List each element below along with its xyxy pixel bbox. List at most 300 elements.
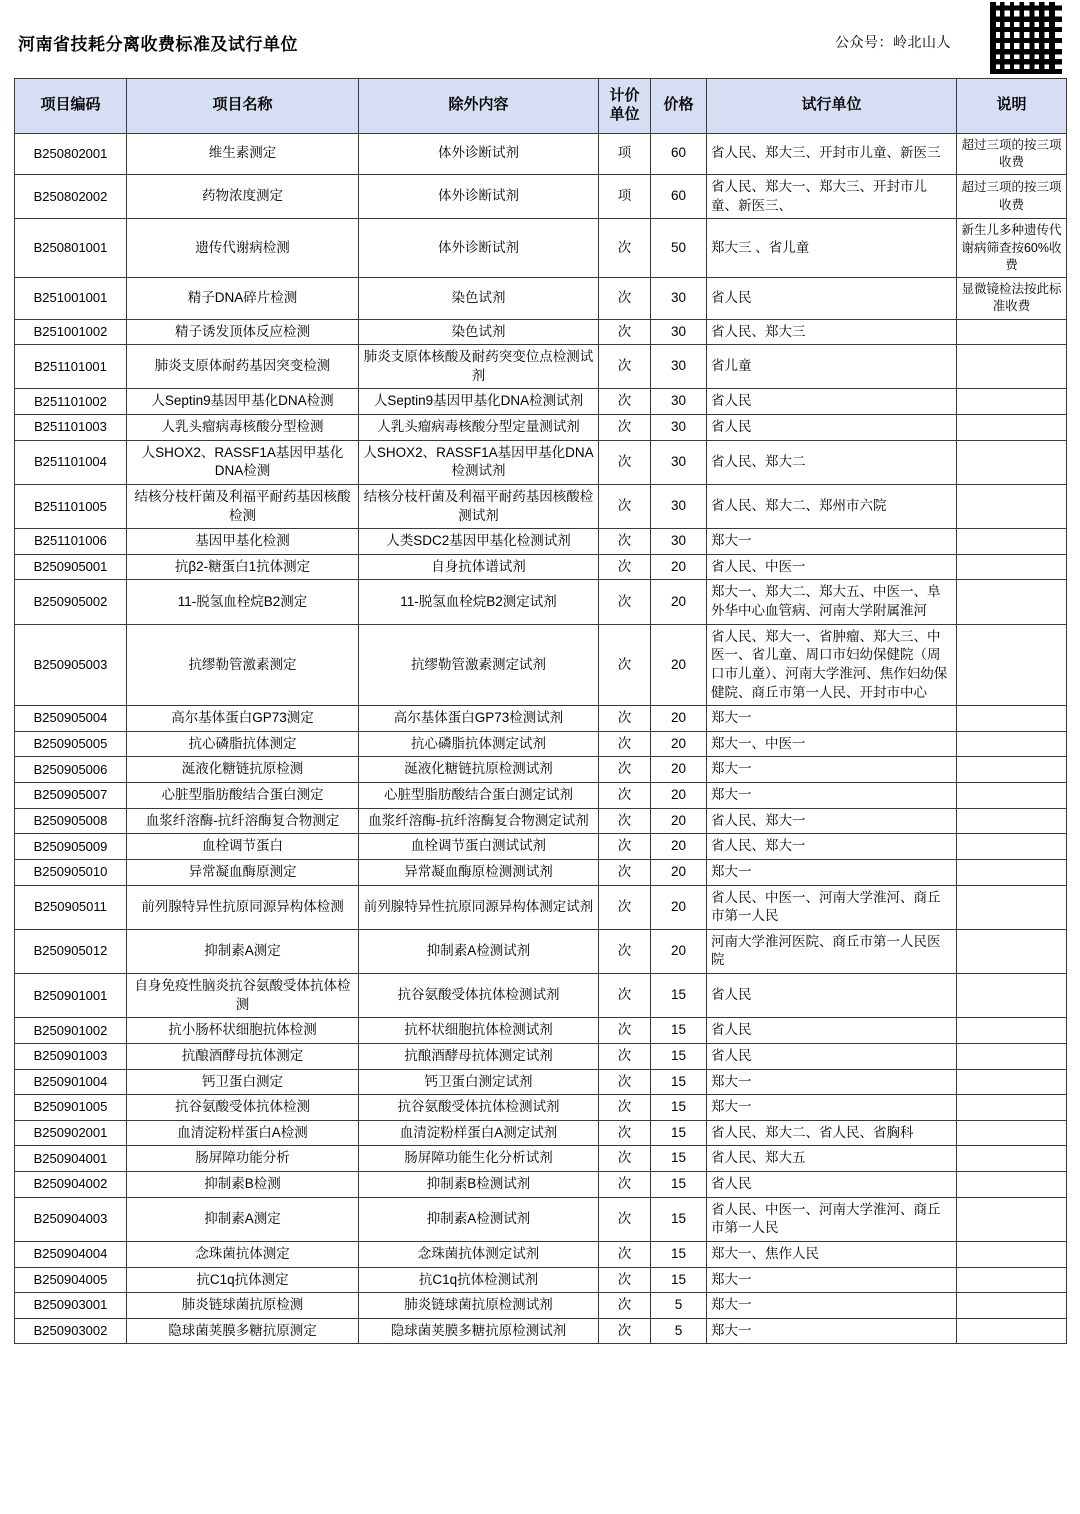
cell-price: 15 (651, 1018, 707, 1044)
cell-unit: 次 (599, 1018, 651, 1044)
cell-code: B250904005 (15, 1267, 127, 1293)
cell-institutions: 省人民、郑大一 (707, 808, 957, 834)
cell-unit: 次 (599, 706, 651, 732)
cell-institutions: 省人民 (707, 278, 957, 320)
cell-code: B251101005 (15, 484, 127, 528)
cell-code: B250901004 (15, 1069, 127, 1095)
cell-excluded: 体外诊断试剂 (359, 219, 599, 278)
cell-unit: 次 (599, 1069, 651, 1095)
cell-unit: 次 (599, 529, 651, 555)
cell-excluded: 抗缪勒管激素测定试剂 (359, 624, 599, 706)
cell-code: B250901001 (15, 974, 127, 1018)
cell-excluded: 人类SDC2基因甲基化检测试剂 (359, 529, 599, 555)
cell-institutions: 省儿童 (707, 345, 957, 389)
cell-note (957, 484, 1067, 528)
cell-name: 肺炎支原体耐药基因突变检测 (127, 345, 359, 389)
cell-name: 血浆纤溶酶-抗纤溶酶复合物测定 (127, 808, 359, 834)
cell-unit: 次 (599, 389, 651, 415)
cell-excluded: 异常凝血酶原检测测试剂 (359, 859, 599, 885)
cell-unit: 次 (599, 278, 651, 320)
cell-excluded: 血浆纤溶酶-抗纤溶酶复合物测定试剂 (359, 808, 599, 834)
cell-code: B250905006 (15, 757, 127, 783)
cell-name: 基因甲基化检测 (127, 529, 359, 555)
cell-note (957, 554, 1067, 580)
table-row (15, 415, 1067, 441)
cell-code: B250905002 (15, 580, 127, 624)
cell-code: B250905011 (15, 885, 127, 929)
cell-excluded: 人乳头瘤病毒核酸分型定量测试剂 (359, 415, 599, 441)
cell-unit: 次 (599, 1197, 651, 1241)
cell-name: 抑制素A测定 (127, 1197, 359, 1241)
table-row (15, 1018, 1067, 1044)
cell-institutions: 省人民 (707, 415, 957, 441)
document-header (14, 0, 1066, 78)
cell-excluded: 体外诊断试剂 (359, 175, 599, 219)
cell-name: 抗C1q抗体测定 (127, 1267, 359, 1293)
cell-name: 维生素测定 (127, 133, 359, 175)
cell-institutions: 省人民、郑大五 (707, 1146, 957, 1172)
cell-note: 显微镜检法按此标准收费 (957, 278, 1067, 320)
cell-excluded: 抗谷氨酸受体抗体检测试剂 (359, 1095, 599, 1121)
table-row (15, 345, 1067, 389)
cell-note (957, 415, 1067, 441)
cell-code: B251101006 (15, 529, 127, 555)
table-row (15, 1241, 1067, 1267)
cell-note (957, 834, 1067, 860)
cell-excluded: 心脏型脂肪酸结合蛋白测定试剂 (359, 783, 599, 809)
cell-unit: 项 (599, 133, 651, 175)
cell-note (957, 1241, 1067, 1267)
cell-note (957, 580, 1067, 624)
cell-name: 11-脱氢血栓烷B2测定 (127, 580, 359, 624)
cell-price: 20 (651, 808, 707, 834)
cell-name: 异常凝血酶原测定 (127, 859, 359, 885)
cell-unit: 次 (599, 440, 651, 484)
cell-name: 抗小肠杯状细胞抗体检测 (127, 1018, 359, 1044)
cell-note (957, 1267, 1067, 1293)
cell-unit: 次 (599, 731, 651, 757)
cell-note (957, 974, 1067, 1018)
cell-institutions: 郑大一 (707, 859, 957, 885)
cell-excluded: 抗杯状细胞抗体检测试剂 (359, 1018, 599, 1044)
cell-note (957, 706, 1067, 732)
cell-unit: 次 (599, 219, 651, 278)
cell-price: 20 (651, 580, 707, 624)
cell-excluded: 前列腺特异性抗原同源异构体测定试剂 (359, 885, 599, 929)
cell-price: 30 (651, 415, 707, 441)
cell-unit: 次 (599, 859, 651, 885)
cell-price: 50 (651, 219, 707, 278)
cell-institutions: 省人民 (707, 1172, 957, 1198)
cell-note (957, 731, 1067, 757)
cell-unit: 次 (599, 929, 651, 973)
cell-note: 超过三项的按三项收费 (957, 175, 1067, 219)
table-row (15, 1293, 1067, 1319)
cell-institutions: 郑大一 (707, 1267, 957, 1293)
cell-price: 20 (651, 885, 707, 929)
cell-unit: 次 (599, 1318, 651, 1344)
cell-institutions: 省人民 (707, 974, 957, 1018)
table-row (15, 808, 1067, 834)
cell-code: B250905010 (15, 859, 127, 885)
cell-price: 15 (651, 1069, 707, 1095)
cell-price: 5 (651, 1293, 707, 1319)
cell-name: 隐球菌荚膜多糖抗原测定 (127, 1318, 359, 1344)
cell-note (957, 1095, 1067, 1121)
cell-code: B251001001 (15, 278, 127, 320)
cell-price: 20 (651, 929, 707, 973)
table-row (15, 834, 1067, 860)
cell-unit: 次 (599, 783, 651, 809)
cell-excluded: 肺炎支原体核酸及耐药突变位点检测试剂 (359, 345, 599, 389)
cell-name: 抑制素B检测 (127, 1172, 359, 1198)
table-row (15, 133, 1067, 175)
cell-code: B250904003 (15, 1197, 127, 1241)
cell-excluded: 肠屏障功能生化分析试剂 (359, 1146, 599, 1172)
cell-note (957, 1293, 1067, 1319)
cell-institutions: 省人民、中医一、河南大学淮河、商丘市第一人民 (707, 1197, 957, 1241)
cell-unit: 次 (599, 1267, 651, 1293)
cell-note (957, 808, 1067, 834)
cell-name: 药物浓度测定 (127, 175, 359, 219)
cell-name: 念珠菌抗体测定 (127, 1241, 359, 1267)
cell-price: 20 (651, 834, 707, 860)
cell-excluded: 人SHOX2、RASSF1A基因甲基化DNA检测试剂 (359, 440, 599, 484)
cell-excluded: 钙卫蛋白测定试剂 (359, 1069, 599, 1095)
cell-name: 精子诱发顶体反应检测 (127, 319, 359, 345)
cell-note (957, 440, 1067, 484)
cell-code: B250905003 (15, 624, 127, 706)
cell-price: 60 (651, 175, 707, 219)
cell-unit: 次 (599, 415, 651, 441)
table-row (15, 319, 1067, 345)
cell-institutions: 省人民、中医一、河南大学淮河、商丘市第一人民 (707, 885, 957, 929)
table-row (15, 757, 1067, 783)
cell-name: 精子DNA碎片检测 (127, 278, 359, 320)
cell-unit: 次 (599, 757, 651, 783)
column-header-price: 价格 (651, 79, 707, 134)
cell-excluded: 隐球菌荚膜多糖抗原检测试剂 (359, 1318, 599, 1344)
cell-institutions: 郑大一、中医一 (707, 731, 957, 757)
cell-unit: 项 (599, 175, 651, 219)
cell-excluded: 结核分枝杆菌及利福平耐药基因核酸检测试剂 (359, 484, 599, 528)
cell-code: B250903002 (15, 1318, 127, 1344)
cell-excluded: 抑制素B检测试剂 (359, 1172, 599, 1198)
cell-excluded: 涎液化糖链抗原检测试剂 (359, 757, 599, 783)
cell-note (957, 1120, 1067, 1146)
table-row (15, 929, 1067, 973)
cell-code: B250905009 (15, 834, 127, 860)
cell-name: 钙卫蛋白测定 (127, 1069, 359, 1095)
cell-institutions: 郑大一 (707, 529, 957, 555)
table-row (15, 219, 1067, 278)
cell-excluded: 抗酿酒酵母抗体测定试剂 (359, 1043, 599, 1069)
cell-excluded: 念珠菌抗体测定试剂 (359, 1241, 599, 1267)
table-row (15, 974, 1067, 1018)
cell-code: B250905004 (15, 706, 127, 732)
cell-name: 遗传代谢病检测 (127, 219, 359, 278)
cell-note (957, 1043, 1067, 1069)
cell-code: B250905005 (15, 731, 127, 757)
cell-price: 15 (651, 1197, 707, 1241)
cell-code: B251001002 (15, 319, 127, 345)
cell-unit: 次 (599, 834, 651, 860)
cell-code: B251101004 (15, 440, 127, 484)
cell-price: 15 (651, 1172, 707, 1198)
cell-name: 人乳头瘤病毒核酸分型检测 (127, 415, 359, 441)
cell-price: 20 (651, 757, 707, 783)
cell-unit: 次 (599, 484, 651, 528)
cell-note (957, 1069, 1067, 1095)
cell-name: 结核分枝杆菌及利福平耐药基因核酸检测 (127, 484, 359, 528)
cell-name: 肠屏障功能分析 (127, 1146, 359, 1172)
table-row (15, 1120, 1067, 1146)
cell-price: 30 (651, 484, 707, 528)
cell-price: 15 (651, 1043, 707, 1069)
column-header-code: 项目编码 (15, 79, 127, 134)
cell-institutions: 郑大一 (707, 783, 957, 809)
cell-price: 15 (651, 1267, 707, 1293)
cell-note (957, 859, 1067, 885)
cell-institutions: 郑大一 (707, 1069, 957, 1095)
cell-code: B250904004 (15, 1241, 127, 1267)
cell-price: 20 (651, 859, 707, 885)
cell-name: 抑制素A测定 (127, 929, 359, 973)
cell-excluded: 体外诊断试剂 (359, 133, 599, 175)
cell-institutions: 省人民 (707, 1018, 957, 1044)
cell-institutions: 省人民、郑大三、开封市儿童、新医三 (707, 133, 957, 175)
table-row (15, 783, 1067, 809)
cell-unit: 次 (599, 580, 651, 624)
cell-unit: 次 (599, 1043, 651, 1069)
table-row (15, 1146, 1067, 1172)
cell-note (957, 529, 1067, 555)
cell-unit: 次 (599, 1172, 651, 1198)
table-row (15, 1172, 1067, 1198)
cell-code: B250905007 (15, 783, 127, 809)
cell-code: B250905001 (15, 554, 127, 580)
table-row (15, 1197, 1067, 1241)
cell-name: 血清淀粉样蛋白A检测 (127, 1120, 359, 1146)
cell-code: B250903001 (15, 1293, 127, 1319)
cell-excluded: 抗心磷脂抗体测定试剂 (359, 731, 599, 757)
cell-code: B250905012 (15, 929, 127, 973)
cell-note: 超过三项的按三项收费 (957, 133, 1067, 175)
cell-note (957, 929, 1067, 973)
cell-unit: 次 (599, 1146, 651, 1172)
cell-price: 15 (651, 974, 707, 1018)
cell-unit: 次 (599, 319, 651, 345)
cell-price: 30 (651, 345, 707, 389)
cell-institutions: 省人民、郑大二、郑州市六院 (707, 484, 957, 528)
cell-note (957, 783, 1067, 809)
cell-unit: 次 (599, 974, 651, 1018)
cell-price: 5 (651, 1318, 707, 1344)
cell-note (957, 885, 1067, 929)
cell-institutions: 省人民 (707, 1043, 957, 1069)
wechat-account-label: 公众号：岭北山人 (835, 34, 951, 50)
cell-note (957, 1018, 1067, 1044)
cell-institutions: 郑大一、郑大二、郑大五、中医一、阜外华中心血管病、河南大学附属淮河 (707, 580, 957, 624)
cell-name: 抗酿酒酵母抗体测定 (127, 1043, 359, 1069)
table-row (15, 484, 1067, 528)
cell-code: B250801001 (15, 219, 127, 278)
table-row (15, 1095, 1067, 1121)
cell-institutions: 省人民、郑大一 (707, 834, 957, 860)
cell-code: B250902001 (15, 1120, 127, 1146)
table-row (15, 1069, 1067, 1095)
cell-note (957, 757, 1067, 783)
cell-price: 20 (651, 731, 707, 757)
cell-price: 30 (651, 440, 707, 484)
cell-price: 15 (651, 1120, 707, 1146)
cell-excluded: 肺炎链球菌抗原检测试剂 (359, 1293, 599, 1319)
cell-unit: 次 (599, 554, 651, 580)
cell-code: B251101002 (15, 389, 127, 415)
column-header-name: 项目名称 (127, 79, 359, 134)
cell-note (957, 1318, 1067, 1344)
cell-code: B250904001 (15, 1146, 127, 1172)
cell-institutions: 省人民、郑大一、省肿瘤、郑大三、中医一、省儿童、周口市妇幼保健院（周口市儿童）、河南大学淮河、焦作妇幼保健院、商丘市第一人民、开封市中心 (707, 624, 957, 706)
cell-code: B250905008 (15, 808, 127, 834)
cell-unit: 次 (599, 1293, 651, 1319)
cell-price: 20 (651, 624, 707, 706)
table-row (15, 1043, 1067, 1069)
cell-excluded: 染色试剂 (359, 278, 599, 320)
cell-institutions: 郑大一 (707, 757, 957, 783)
cell-institutions: 省人民、郑大一、郑大三、开封市儿童、新医三、 (707, 175, 957, 219)
cell-note (957, 1172, 1067, 1198)
cell-excluded: 抑制素A检测试剂 (359, 929, 599, 973)
cell-code: B251101001 (15, 345, 127, 389)
cell-name: 自身免疫性脑炎抗谷氨酸受体抗体检测 (127, 974, 359, 1018)
table-header-row (15, 79, 1067, 134)
table-row (15, 529, 1067, 555)
cell-code: B250901002 (15, 1018, 127, 1044)
cell-institutions: 郑大一 (707, 706, 957, 732)
cell-note (957, 1146, 1067, 1172)
cell-price: 30 (651, 319, 707, 345)
cell-code: B250901003 (15, 1043, 127, 1069)
cell-institutions: 郑大一 (707, 1095, 957, 1121)
table-row (15, 731, 1067, 757)
cell-price: 20 (651, 706, 707, 732)
cell-price: 15 (651, 1095, 707, 1121)
table-row (15, 859, 1067, 885)
cell-note (957, 1197, 1067, 1241)
cell-institutions: 省人民、郑大三 (707, 319, 957, 345)
cell-price: 20 (651, 554, 707, 580)
cell-price: 30 (651, 278, 707, 320)
cell-institutions: 省人民 (707, 389, 957, 415)
cell-note (957, 624, 1067, 706)
table-row (15, 554, 1067, 580)
cell-institutions: 省人民、郑大二 (707, 440, 957, 484)
cell-code: B250901005 (15, 1095, 127, 1121)
table-row (15, 1318, 1067, 1344)
table-row (15, 885, 1067, 929)
cell-price: 15 (651, 1146, 707, 1172)
cell-unit: 次 (599, 624, 651, 706)
cell-institutions: 郑大一 (707, 1318, 957, 1344)
cell-name: 高尔基体蛋白GP73测定 (127, 706, 359, 732)
cell-institutions: 郑大三 、省儿童 (707, 219, 957, 278)
cell-code: B251101003 (15, 415, 127, 441)
cell-note: 新生儿多种遗传代谢病筛查按60%收费 (957, 219, 1067, 278)
table-body (15, 133, 1067, 1344)
cell-name: 涎液化糖链抗原检测 (127, 757, 359, 783)
cell-excluded: 抗C1q抗体检测试剂 (359, 1267, 599, 1293)
cell-unit: 次 (599, 1095, 651, 1121)
cell-unit: 次 (599, 1241, 651, 1267)
table-row (15, 440, 1067, 484)
cell-name: 心脏型脂肪酸结合蛋白测定 (127, 783, 359, 809)
table-row (15, 580, 1067, 624)
qr-code-icon (990, 2, 1062, 74)
cell-code: B250904002 (15, 1172, 127, 1198)
cell-institutions: 省人民、郑大二、省人民、省胸科 (707, 1120, 957, 1146)
column-header-excluded: 除外内容 (359, 79, 599, 134)
cell-unit: 次 (599, 808, 651, 834)
cell-excluded: 染色试剂 (359, 319, 599, 345)
column-header-note: 说明 (957, 79, 1067, 134)
cell-excluded: 抑制素A检测试剂 (359, 1197, 599, 1241)
cell-name: 抗β2-糖蛋白1抗体测定 (127, 554, 359, 580)
cell-unit: 次 (599, 1120, 651, 1146)
cell-institutions: 省人民、中医一 (707, 554, 957, 580)
table-row (15, 706, 1067, 732)
cell-code: B250802001 (15, 133, 127, 175)
cell-institutions: 河南大学淮河医院、商丘市第一人民医院 (707, 929, 957, 973)
column-header-institutions: 试行单位 (707, 79, 957, 134)
column-header-unit: 计价单位 (599, 79, 651, 134)
cell-price: 60 (651, 133, 707, 175)
cell-price: 20 (651, 783, 707, 809)
table-row (15, 389, 1067, 415)
cell-name: 肺炎链球菌抗原检测 (127, 1293, 359, 1319)
cell-note (957, 319, 1067, 345)
cell-excluded: 抗谷氨酸受体抗体检测试剂 (359, 974, 599, 1018)
cell-unit: 次 (599, 345, 651, 389)
cell-name: 人SHOX2、RASSF1A基因甲基化DNA检测 (127, 440, 359, 484)
cell-excluded: 自身抗体谱试剂 (359, 554, 599, 580)
cell-excluded: 高尔基体蛋白GP73检测试剂 (359, 706, 599, 732)
cell-code: B250802002 (15, 175, 127, 219)
cell-price: 30 (651, 389, 707, 415)
table-row (15, 624, 1067, 706)
cell-institutions: 郑大一、焦作人民 (707, 1241, 957, 1267)
cell-name: 抗心磷脂抗体测定 (127, 731, 359, 757)
cell-price: 30 (651, 529, 707, 555)
cell-name: 抗谷氨酸受体抗体检测 (127, 1095, 359, 1121)
price-standard-table (14, 78, 1067, 1344)
cell-name: 抗缪勒管激素测定 (127, 624, 359, 706)
cell-note (957, 345, 1067, 389)
cell-note (957, 389, 1067, 415)
page-title: 河南省技耗分离收费标准及试行单位 (18, 35, 298, 54)
cell-name: 血栓调节蛋白 (127, 834, 359, 860)
cell-excluded: 血清淀粉样蛋白A测定试剂 (359, 1120, 599, 1146)
cell-price: 15 (651, 1241, 707, 1267)
table-row (15, 1267, 1067, 1293)
table-row (15, 278, 1067, 320)
cell-excluded: 人Septin9基因甲基化DNA检测试剂 (359, 389, 599, 415)
cell-excluded: 血栓调节蛋白测试试剂 (359, 834, 599, 860)
cell-name: 人Septin9基因甲基化DNA检测 (127, 389, 359, 415)
cell-institutions: 郑大一 (707, 1293, 957, 1319)
table-row (15, 175, 1067, 219)
cell-excluded: 11-脱氢血栓烷B2测定试剂 (359, 580, 599, 624)
